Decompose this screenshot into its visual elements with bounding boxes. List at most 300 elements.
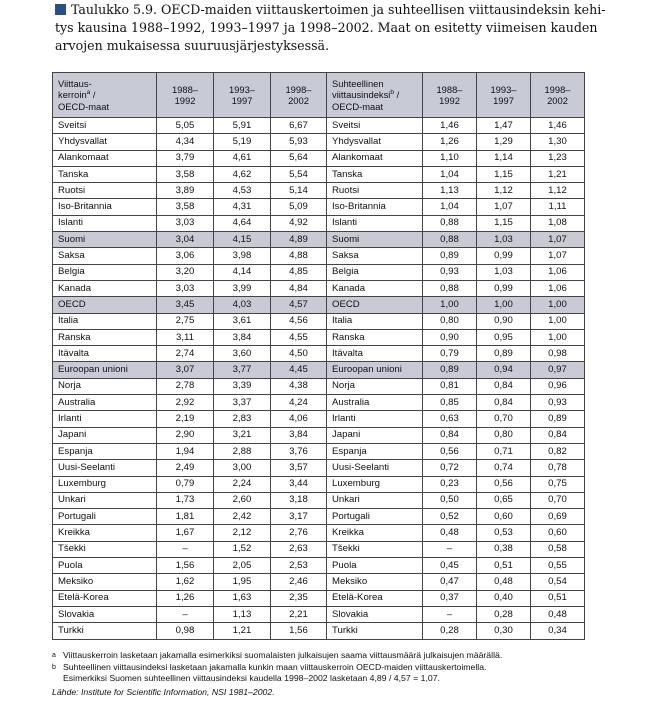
cell-country: Itävalta <box>53 346 157 362</box>
cell-country-index: Meksiko <box>327 574 423 590</box>
cell-index-1988-1992: 0,88 <box>423 215 477 231</box>
cell-country: Tanska <box>53 166 157 182</box>
cell-citation-1998-2002: 4,89 <box>271 232 327 248</box>
cell-citation-1993-1997: 4,03 <box>214 297 271 313</box>
cell-index-1993-1997: 1,00 <box>477 297 531 313</box>
cell-country: Etelä-Korea <box>53 590 157 606</box>
table-row <box>53 427 585 443</box>
header-period-1988-1992: 1988– 1992 <box>157 73 214 118</box>
cell-country-index: OECD <box>327 297 423 313</box>
cell-citation-1993-1997: 2,60 <box>214 492 271 508</box>
cell-index-1998-2002: 0,89 <box>531 411 585 427</box>
cell-index-1998-2002: 1,00 <box>531 313 585 329</box>
cell-index-1988-1992: 0,85 <box>423 395 477 411</box>
cell-citation-1988-1992: 3,06 <box>157 248 214 264</box>
cell-citation-1993-1997: 4,31 <box>214 199 271 215</box>
cell-citation-1998-2002: 5,54 <box>271 166 327 182</box>
cell-country: Unkari <box>53 492 157 508</box>
cell-citation-1993-1997: 1,52 <box>214 541 271 557</box>
table-row <box>53 378 585 394</box>
cell-country-index: Unkari <box>327 492 423 508</box>
cell-index-1998-2002: 1,07 <box>531 232 585 248</box>
cell-country-index: Tanska <box>327 166 423 182</box>
cell-index-1998-2002: 0,78 <box>531 460 585 476</box>
cell-citation-1993-1997: 3,21 <box>214 427 271 443</box>
cell-citation-1988-1992: 0,79 <box>157 476 214 492</box>
cell-citation-1988-1992: 0,98 <box>157 623 214 639</box>
cell-citation-1988-1992: 3,03 <box>157 215 214 231</box>
cell-citation-1993-1997: 4,64 <box>214 215 271 231</box>
cell-index-1988-1992: 0,52 <box>423 509 477 525</box>
cell-index-1998-2002: 1,06 <box>531 264 585 280</box>
cell-citation-1998-2002: 4,57 <box>271 297 327 313</box>
cell-index-1988-1992: 1,13 <box>423 183 477 199</box>
cell-index-1988-1992: – <box>423 606 477 622</box>
cell-index-1998-2002: 0,54 <box>531 574 585 590</box>
cell-country-index: Belgia <box>327 264 423 280</box>
footnotes <box>52 650 632 698</box>
cell-index-1993-1997: 1,47 <box>477 118 531 134</box>
cell-country: Espanja <box>53 443 157 459</box>
cell-citation-1993-1997: 2,24 <box>214 476 271 492</box>
table-row <box>53 264 585 280</box>
cell-citation-1988-1992: 5,05 <box>157 118 214 134</box>
cell-country-index: Portugali <box>327 509 423 525</box>
cell-index-1993-1997: 1,15 <box>477 166 531 182</box>
cell-citation-1998-2002: 4,84 <box>271 280 327 296</box>
cell-country-index: Sveitsi <box>327 118 423 134</box>
cell-citation-1993-1997: 2,42 <box>214 509 271 525</box>
cell-citation-1988-1992: 2,75 <box>157 313 214 329</box>
cell-country: Turkki <box>53 623 157 639</box>
cell-citation-1998-2002: 2,53 <box>271 558 327 574</box>
caption-square-icon <box>55 4 66 15</box>
cell-index-1988-1992: 0,89 <box>423 362 477 378</box>
cell-index-1993-1997: 0,65 <box>477 492 531 508</box>
table-row <box>53 215 585 231</box>
cell-country: Italia <box>53 313 157 329</box>
citation-table <box>52 72 585 640</box>
cell-citation-1988-1992: 1,73 <box>157 492 214 508</box>
cell-country: Iso-Britannia <box>53 199 157 215</box>
cell-index-1988-1992: 0,45 <box>423 558 477 574</box>
cell-citation-1993-1997: 3,60 <box>214 346 271 362</box>
cell-citation-1993-1997: 3,77 <box>214 362 271 378</box>
table-row <box>53 492 585 508</box>
cell-index-1993-1997: 0,28 <box>477 606 531 622</box>
cell-index-1998-2002: 0,55 <box>531 558 585 574</box>
cell-citation-1993-1997: 3,61 <box>214 313 271 329</box>
cell-country: Norja <box>53 378 157 394</box>
cell-index-1993-1997: 0,94 <box>477 362 531 378</box>
cell-index-1988-1992: 0,50 <box>423 492 477 508</box>
cell-country: Meksiko <box>53 574 157 590</box>
cell-citation-1988-1992: 3,89 <box>157 183 214 199</box>
cell-country-index: Norja <box>327 378 423 394</box>
cell-index-1998-2002: 0,69 <box>531 509 585 525</box>
cell-citation-1993-1997: 1,63 <box>214 590 271 606</box>
cell-citation-1993-1997: 4,62 <box>214 166 271 182</box>
cell-index-1988-1992: 1,46 <box>423 118 477 134</box>
caption-line-3: arvojen mukaisessa suuruusjärjestyksessä. <box>55 38 330 53</box>
header-period-1993-1997: 1993– 1997 <box>214 73 271 118</box>
table-row <box>53 280 585 296</box>
cell-country: Belgia <box>53 264 157 280</box>
cell-citation-1993-1997: 3,84 <box>214 329 271 345</box>
header-citation-rate: Viittaus- kerroin$^a$ / OECD-maat <box>53 73 157 118</box>
table-row <box>53 248 585 264</box>
cell-index-1988-1992: 0,72 <box>423 460 477 476</box>
cell-index-1998-2002: 0,75 <box>531 476 585 492</box>
table-body <box>53 118 585 640</box>
table-row <box>53 460 585 476</box>
cell-citation-1998-2002: 3,76 <box>271 443 327 459</box>
cell-citation-1988-1992: 1,67 <box>157 525 214 541</box>
cell-citation-1988-1992: 3,04 <box>157 232 214 248</box>
cell-country-index: Tšekki <box>327 541 423 557</box>
cell-citation-1998-2002: 3,84 <box>271 427 327 443</box>
cell-index-1993-1997: 0,71 <box>477 443 531 459</box>
cell-citation-1998-2002: 3,18 <box>271 492 327 508</box>
table-row <box>53 297 585 313</box>
cell-country: Kanada <box>53 280 157 296</box>
cell-country-index: Alankomaat <box>327 150 423 166</box>
cell-citation-1988-1992: 2,92 <box>157 395 214 411</box>
cell-country: Islanti <box>53 215 157 231</box>
cell-country-index: Italia <box>327 313 423 329</box>
cell-index-1993-1997: 0,30 <box>477 623 531 639</box>
cell-index-1993-1997: 0,80 <box>477 427 531 443</box>
cell-index-1988-1992: 1,04 <box>423 199 477 215</box>
cell-country: Uusi-Seelanti <box>53 460 157 476</box>
cell-index-1988-1992: 0,89 <box>423 248 477 264</box>
cell-index-1998-2002: 1,46 <box>531 118 585 134</box>
cell-country: Tšekki <box>53 541 157 557</box>
cell-index-1988-1992: 1,04 <box>423 166 477 182</box>
cell-index-1988-1992: 0,93 <box>423 264 477 280</box>
table-row <box>53 166 585 182</box>
cell-index-1988-1992: 0,80 <box>423 313 477 329</box>
cell-country-index: Etelä-Korea <box>327 590 423 606</box>
table-row <box>53 313 585 329</box>
table-row <box>53 525 585 541</box>
table-row <box>53 574 585 590</box>
cell-country-index: Yhdysvallat <box>327 134 423 150</box>
cell-citation-1998-2002: 4,88 <box>271 248 327 264</box>
cell-citation-1993-1997: 2,88 <box>214 443 271 459</box>
table-row <box>53 558 585 574</box>
cell-index-1998-2002: 1,00 <box>531 297 585 313</box>
cell-index-1988-1992: 0,28 <box>423 623 477 639</box>
cell-country: Alankomaat <box>53 150 157 166</box>
cell-index-1998-2002: 0,82 <box>531 443 585 459</box>
cell-citation-1998-2002: 2,21 <box>271 606 327 622</box>
cell-citation-1988-1992: 1,56 <box>157 558 214 574</box>
cell-index-1993-1997: 1,03 <box>477 264 531 280</box>
cell-citation-1998-2002: 4,55 <box>271 329 327 345</box>
header-period-1998-2002: 1998– 2002 <box>271 73 327 118</box>
cell-index-1993-1997: 0,84 <box>477 378 531 394</box>
cell-index-1998-2002: 1,07 <box>531 248 585 264</box>
cell-citation-1988-1992: 3,58 <box>157 199 214 215</box>
cell-country: Saksa <box>53 248 157 264</box>
cell-index-1993-1997: 0,40 <box>477 590 531 606</box>
cell-citation-1993-1997: 3,00 <box>214 460 271 476</box>
cell-citation-1993-1997: 2,05 <box>214 558 271 574</box>
cell-index-1998-2002: 1,30 <box>531 134 585 150</box>
cell-index-1993-1997: 0,51 <box>477 558 531 574</box>
cell-country: Kreikka <box>53 525 157 541</box>
cell-country: OECD <box>53 297 157 313</box>
header-index-period-1988-1992: 1988– 1992 <box>423 73 477 118</box>
table-row <box>53 199 585 215</box>
cell-citation-1998-2002: 4,38 <box>271 378 327 394</box>
cell-index-1998-2002: 0,58 <box>531 541 585 557</box>
table-row <box>53 623 585 639</box>
cell-index-1993-1997: 0,70 <box>477 411 531 427</box>
cell-citation-1988-1992: 3,07 <box>157 362 214 378</box>
cell-citation-1988-1992: – <box>157 541 214 557</box>
cell-index-1988-1992: 0,84 <box>423 427 477 443</box>
cell-citation-1998-2002: 5,09 <box>271 199 327 215</box>
table-row <box>53 411 585 427</box>
cell-citation-1998-2002: 2,35 <box>271 590 327 606</box>
cell-citation-1998-2002: 5,93 <box>271 134 327 150</box>
cell-index-1998-2002: 1,23 <box>531 150 585 166</box>
table-row <box>53 232 585 248</box>
table-row <box>53 541 585 557</box>
cell-index-1988-1992: 1,00 <box>423 297 477 313</box>
cell-country-index: Euroopan unioni <box>327 362 423 378</box>
cell-index-1993-1997: 0,48 <box>477 574 531 590</box>
table-caption <box>55 1 615 55</box>
header-relative-index: Suhteellinen viittausindeksi$^b$ / OECD-maat <box>327 73 423 118</box>
cell-country-index: Slovakia <box>327 606 423 622</box>
cell-index-1988-1992: 0,56 <box>423 443 477 459</box>
cell-country-index: Australia <box>327 395 423 411</box>
cell-citation-1988-1992: 1,81 <box>157 509 214 525</box>
cell-country: Euroopan unioni <box>53 362 157 378</box>
cell-country: Yhdysvallat <box>53 134 157 150</box>
cell-index-1993-1997: 0,74 <box>477 460 531 476</box>
cell-citation-1998-2002: 4,24 <box>271 395 327 411</box>
cell-citation-1988-1992: 1,94 <box>157 443 214 459</box>
cell-country-index: Saksa <box>327 248 423 264</box>
cell-index-1998-2002: 0,51 <box>531 590 585 606</box>
table-row <box>53 443 585 459</box>
cell-citation-1993-1997: 3,98 <box>214 248 271 264</box>
cell-country: Suomi <box>53 232 157 248</box>
cell-citation-1993-1997: 3,39 <box>214 378 271 394</box>
cell-index-1988-1992: – <box>423 541 477 557</box>
cell-index-1998-2002: 1,08 <box>531 215 585 231</box>
cell-citation-1988-1992: 1,26 <box>157 590 214 606</box>
cell-citation-1998-2002: 2,76 <box>271 525 327 541</box>
cell-index-1998-2002: 1,00 <box>531 329 585 345</box>
cell-citation-1998-2002: 4,45 <box>271 362 327 378</box>
cell-citation-1998-2002: 5,14 <box>271 183 327 199</box>
cell-citation-1988-1992: 2,49 <box>157 460 214 476</box>
cell-index-1998-2002: 1,06 <box>531 280 585 296</box>
cell-country-index: Espanja <box>327 443 423 459</box>
cell-citation-1998-2002: 4,50 <box>271 346 327 362</box>
cell-index-1993-1997: 0,53 <box>477 525 531 541</box>
table-row <box>53 134 585 150</box>
citation-table-container <box>52 72 584 640</box>
cell-country-index: Puola <box>327 558 423 574</box>
cell-citation-1988-1992: 3,79 <box>157 150 214 166</box>
cell-index-1993-1997: 0,89 <box>477 346 531 362</box>
cell-country-index: Turkki <box>327 623 423 639</box>
cell-country-index: Ruotsi <box>327 183 423 199</box>
table-header-row <box>53 73 585 118</box>
caption-line-2: tys kausina 1988–1992, 1993–1997 ja 1998–2002. Maat on esitetty viimeisen kauden <box>55 20 598 35</box>
cell-citation-1998-2002: 4,56 <box>271 313 327 329</box>
cell-country: Ranska <box>53 329 157 345</box>
cell-citation-1988-1992: 3,58 <box>157 166 214 182</box>
cell-citation-1998-2002: 4,06 <box>271 411 327 427</box>
cell-index-1988-1992: 0,48 <box>423 525 477 541</box>
cell-index-1998-2002: 0,60 <box>531 525 585 541</box>
table-row <box>53 509 585 525</box>
source-line: Lähde: Institute for Scientific Information, NSI 1981–2002. <box>52 686 275 697</box>
cell-index-1993-1997: 1,03 <box>477 232 531 248</box>
cell-index-1993-1997: 0,99 <box>477 280 531 296</box>
cell-citation-1988-1992: 3,03 <box>157 280 214 296</box>
cell-citation-1988-1992: 3,11 <box>157 329 214 345</box>
cell-citation-1993-1997: 1,13 <box>214 606 271 622</box>
cell-index-1993-1997: 0,38 <box>477 541 531 557</box>
cell-index-1993-1997: 0,56 <box>477 476 531 492</box>
cell-index-1993-1997: 1,29 <box>477 134 531 150</box>
table-row <box>53 346 585 362</box>
cell-index-1988-1992: 0,88 <box>423 280 477 296</box>
cell-country: Sveitsi <box>53 118 157 134</box>
cell-citation-1998-2002: 5,64 <box>271 150 327 166</box>
header-index-period-1993-1997: 1993– 1997 <box>477 73 531 118</box>
table-row <box>53 118 585 134</box>
cell-index-1993-1997: 1,12 <box>477 183 531 199</box>
table-row <box>53 362 585 378</box>
cell-country: Australia <box>53 395 157 411</box>
cell-index-1993-1997: 0,90 <box>477 313 531 329</box>
cell-index-1988-1992: 0,88 <box>423 232 477 248</box>
cell-citation-1988-1992: 2,19 <box>157 411 214 427</box>
header-index-period-1998-2002: 1998– 2002 <box>531 73 585 118</box>
cell-country-index: Suomi <box>327 232 423 248</box>
cell-index-1988-1992: 1,26 <box>423 134 477 150</box>
cell-citation-1993-1997: 2,12 <box>214 525 271 541</box>
cell-index-1998-2002: 1,21 <box>531 166 585 182</box>
cell-index-1998-2002: 1,12 <box>531 183 585 199</box>
cell-citation-1993-1997: 1,95 <box>214 574 271 590</box>
cell-citation-1998-2002: 1,56 <box>271 623 327 639</box>
cell-country: Luxemburg <box>53 476 157 492</box>
cell-index-1988-1992: 1,10 <box>423 150 477 166</box>
cell-index-1988-1992: 0,81 <box>423 378 477 394</box>
cell-country-index: Japani <box>327 427 423 443</box>
cell-citation-1988-1992: – <box>157 606 214 622</box>
cell-index-1998-2002: 0,96 <box>531 378 585 394</box>
cell-citation-1993-1997: 4,61 <box>214 150 271 166</box>
cell-index-1988-1992: 0,23 <box>423 476 477 492</box>
cell-citation-1988-1992: 4,34 <box>157 134 214 150</box>
cell-index-1993-1997: 1,15 <box>477 215 531 231</box>
cell-index-1998-2002: 0,34 <box>531 623 585 639</box>
cell-citation-1998-2002: 4,92 <box>271 215 327 231</box>
cell-index-1993-1997: 0,60 <box>477 509 531 525</box>
footnote-b: b Suhteellinen viittausindeksi lasketaan jakamalla kunkin maan viittauskerroin OECD-maiden viittauskertoimella. Esimerkiksi Suomen suhteellinen viittausindeksi kaudella 1998–2002 lasketaan 4,89 / 4,57 = 1,07. <box>52 661 487 684</box>
cell-country-index: Irlanti <box>327 411 423 427</box>
cell-citation-1988-1992: 2,90 <box>157 427 214 443</box>
cell-country-index: Itävalta <box>327 346 423 362</box>
cell-citation-1993-1997: 3,37 <box>214 395 271 411</box>
footnote-a: a Viittauskerroin lasketaan jakamalla esimerkiksi suomalaisten julkaisujen saama viittausmäärä julkaisujen määrällä. <box>52 650 503 660</box>
cell-index-1988-1992: 0,47 <box>423 574 477 590</box>
cell-index-1988-1992: 0,63 <box>423 411 477 427</box>
cell-citation-1998-2002: 2,46 <box>271 574 327 590</box>
cell-country-index: Ranska <box>327 329 423 345</box>
cell-index-1988-1992: 0,90 <box>423 329 477 345</box>
table-row <box>53 395 585 411</box>
cell-citation-1993-1997: 1,21 <box>214 623 271 639</box>
cell-index-1988-1992: 0,37 <box>423 590 477 606</box>
cell-citation-1993-1997: 4,14 <box>214 264 271 280</box>
cell-index-1998-2002: 1,11 <box>531 199 585 215</box>
table-row <box>53 606 585 622</box>
table-row <box>53 150 585 166</box>
cell-citation-1993-1997: 4,53 <box>214 183 271 199</box>
cell-country: Slovakia <box>53 606 157 622</box>
cell-index-1998-2002: 0,70 <box>531 492 585 508</box>
cell-citation-1998-2002: 3,57 <box>271 460 327 476</box>
table-row <box>53 329 585 345</box>
cell-index-1993-1997: 0,84 <box>477 395 531 411</box>
cell-country-index: Luxemburg <box>327 476 423 492</box>
cell-citation-1988-1992: 2,78 <box>157 378 214 394</box>
cell-country: Irlanti <box>53 411 157 427</box>
cell-index-1998-2002: 0,93 <box>531 395 585 411</box>
cell-index-1988-1992: 0,79 <box>423 346 477 362</box>
cell-country-index: Kreikka <box>327 525 423 541</box>
cell-citation-1998-2002: 3,17 <box>271 509 327 525</box>
table-row <box>53 590 585 606</box>
cell-index-1998-2002: 0,97 <box>531 362 585 378</box>
cell-citation-1993-1997: 4,15 <box>214 232 271 248</box>
cell-country-index: Uusi-Seelanti <box>327 460 423 476</box>
cell-index-1993-1997: 0,99 <box>477 248 531 264</box>
cell-country-index: Islanti <box>327 215 423 231</box>
cell-country: Ruotsi <box>53 183 157 199</box>
cell-citation-1988-1992: 1,62 <box>157 574 214 590</box>
cell-index-1993-1997: 0,95 <box>477 329 531 345</box>
table-row <box>53 183 585 199</box>
cell-citation-1998-2002: 2,63 <box>271 541 327 557</box>
cell-citation-1998-2002: 4,85 <box>271 264 327 280</box>
cell-citation-1988-1992: 2,74 <box>157 346 214 362</box>
caption-line-1: Taulukko 5.9. OECD-maiden viittauskertoimen ja suhteellisen viittausindeksin kehi- <box>55 1 615 19</box>
cell-index-1993-1997: 1,07 <box>477 199 531 215</box>
cell-citation-1993-1997: 2,83 <box>214 411 271 427</box>
cell-citation-1988-1992: 3,45 <box>157 297 214 313</box>
cell-index-1993-1997: 1,14 <box>477 150 531 166</box>
cell-index-1998-2002: 0,48 <box>531 606 585 622</box>
table-row <box>53 476 585 492</box>
cell-country-index: Kanada <box>327 280 423 296</box>
cell-citation-1993-1997: 5,91 <box>214 118 271 134</box>
cell-country: Japani <box>53 427 157 443</box>
cell-index-1998-2002: 0,98 <box>531 346 585 362</box>
